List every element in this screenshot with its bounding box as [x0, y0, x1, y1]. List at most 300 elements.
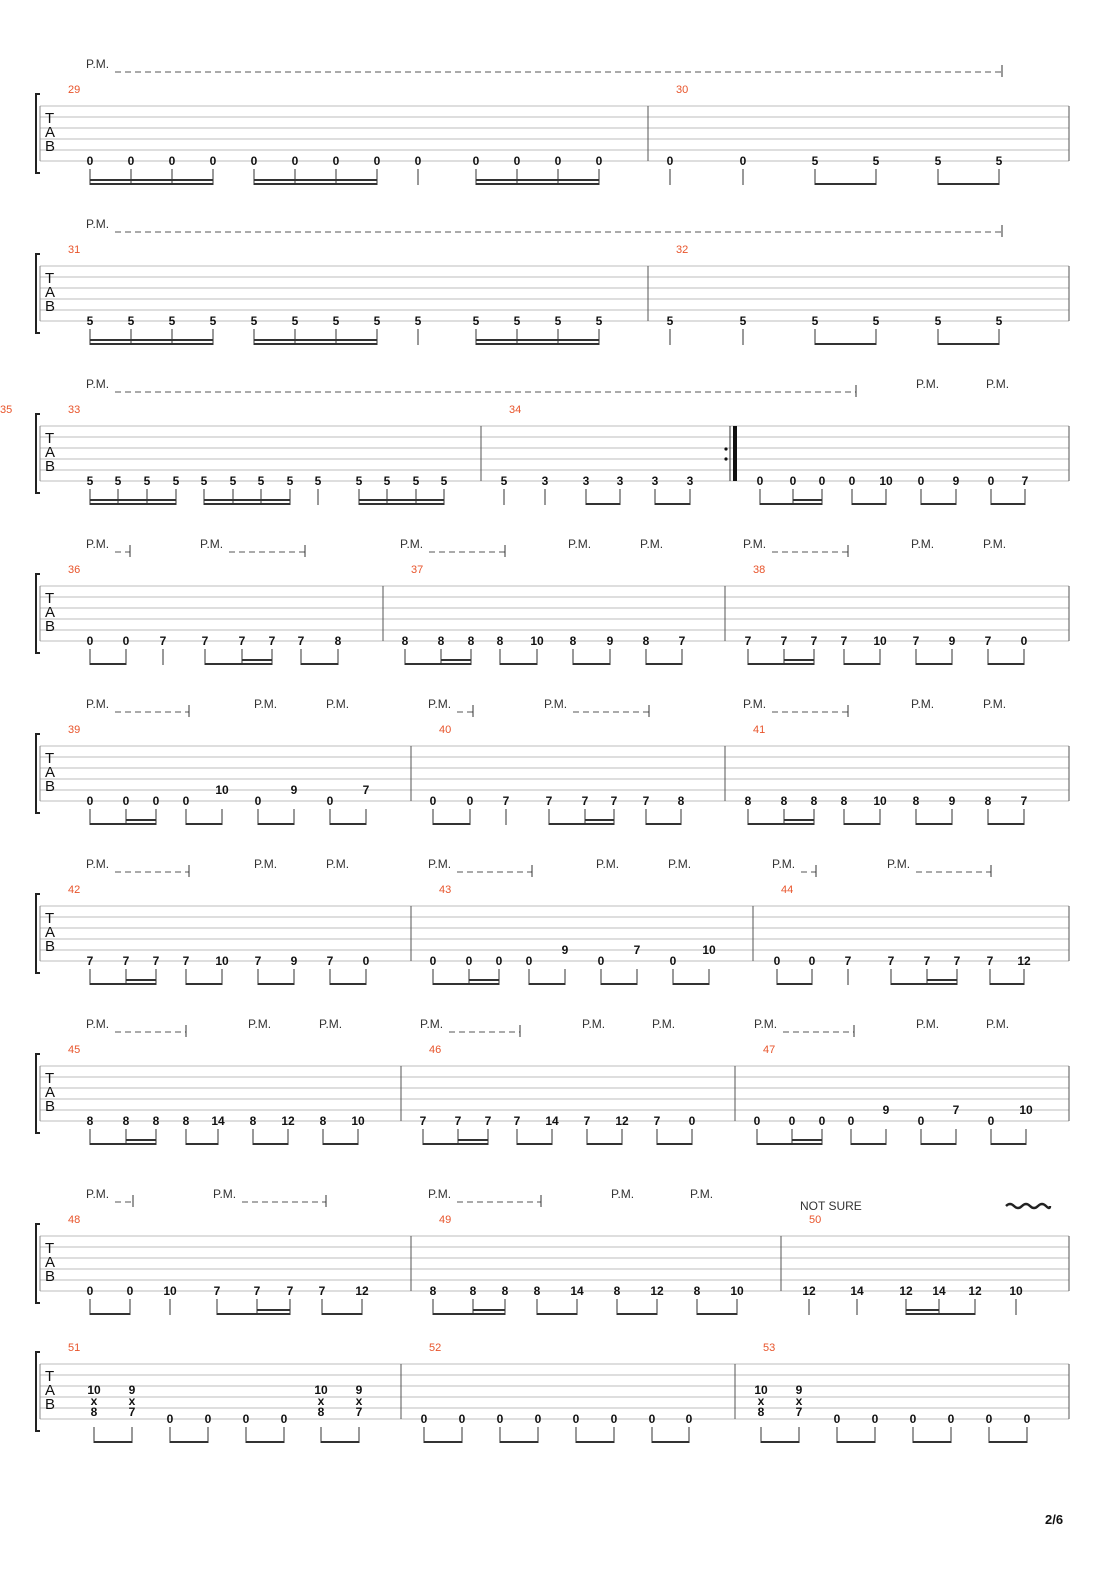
fret-number: 0 [513, 154, 521, 168]
fret-number: 7 [642, 794, 650, 808]
beam [405, 663, 471, 665]
fret-number: 0 [86, 794, 94, 808]
fret-number: 14 [932, 1284, 946, 1298]
measure-number: 35 [0, 404, 13, 416]
fret-number: 12 [1017, 954, 1031, 968]
tab-clef-letter: A [45, 924, 56, 941]
beam [815, 183, 876, 185]
fret-number: 8 [912, 794, 920, 808]
beam [844, 663, 880, 665]
fret-number: 9 [952, 474, 960, 488]
secondary-beam [90, 339, 213, 341]
fret-number: 9 [795, 1383, 803, 1397]
fret-number: 9 [606, 634, 614, 648]
secondary-beam [792, 1139, 822, 1141]
beam [90, 503, 176, 505]
fret-number: 5 [666, 314, 674, 328]
fret-number: 7 [984, 634, 992, 648]
beam [258, 983, 294, 985]
fret-number: 14 [570, 1284, 584, 1298]
measure-number: 44 [781, 884, 794, 896]
fret-number: 0 [773, 954, 781, 968]
palm-mute-label: P.M. [887, 857, 911, 871]
fret-number: 7 [986, 954, 994, 968]
fret-number: 12 [968, 1284, 982, 1298]
palm-mute-label: P.M. [428, 697, 452, 711]
fret-number: 0 [534, 1412, 542, 1426]
fret-number: 0 [373, 154, 381, 168]
repeat-dot [724, 447, 727, 450]
palm-mute-label: P.M. [319, 1017, 343, 1031]
beam [433, 1313, 505, 1315]
beam [186, 983, 222, 985]
palm-mute-label: P.M. [428, 857, 452, 871]
fret-number: 0 [987, 474, 995, 488]
beam [573, 663, 610, 665]
fret-number: 0 [466, 794, 474, 808]
secondary-beam [254, 179, 377, 181]
tab-system [36, 57, 1069, 185]
tab-clef-letter: A [45, 1382, 56, 1399]
fret-number: 0 [326, 794, 334, 808]
fret-number: 8 [182, 1114, 190, 1128]
fret-number: 7 [182, 954, 190, 968]
fret-number: 8 [249, 1114, 257, 1128]
system-bracket [36, 1224, 40, 1303]
fret-number: 7 [810, 634, 818, 648]
fret-number: 12 [802, 1284, 816, 1298]
beam [991, 1143, 1026, 1145]
palm-mute-label: P.M. [652, 1017, 676, 1031]
fret-number: 0 [572, 1412, 580, 1426]
fret-number: 7 [912, 634, 920, 648]
tab-clef-letter: T [45, 430, 55, 447]
fret-number: 5 [513, 314, 521, 328]
beam [991, 503, 1025, 505]
fret-number: 7 [213, 1284, 221, 1298]
fret-number: 14 [211, 1114, 225, 1128]
fret-number: 5 [472, 314, 480, 328]
secondary-beam [257, 1309, 290, 1311]
fret-number: 8 [840, 794, 848, 808]
fret-number: 0 [126, 1284, 134, 1298]
fret-number: 5 [995, 154, 1003, 168]
fret-number: 0 [465, 954, 473, 968]
beam [697, 1313, 737, 1315]
beam [655, 503, 690, 505]
beam [777, 983, 812, 985]
beam [321, 1441, 359, 1443]
system-bracket [36, 574, 40, 653]
fret-number: 10 [754, 1383, 768, 1397]
fret-number: 7 [326, 954, 334, 968]
fret-number: 8 [810, 794, 818, 808]
secondary-beam [927, 979, 957, 981]
system-bracket [36, 254, 40, 333]
beam [938, 183, 999, 185]
fret-number: 7 [581, 794, 589, 808]
fret-number: 8 [90, 1405, 98, 1419]
secondary-beam [793, 499, 822, 501]
fret-number: 5 [86, 314, 94, 328]
tab-clef-letter: T [45, 590, 55, 607]
beam [186, 1143, 218, 1145]
fret-number: 0 [525, 954, 533, 968]
fret-number: 9 [290, 954, 298, 968]
fret-number: 5 [209, 314, 217, 328]
secondary-beam [359, 499, 444, 501]
beam [549, 823, 614, 825]
tab-system [36, 1342, 1069, 1443]
fret-number: x [757, 1394, 765, 1408]
fret-number: 0 [458, 1412, 466, 1426]
secondary-beam [90, 499, 176, 501]
fret-number: 0 [789, 474, 797, 488]
fret-number: 10 [314, 1383, 328, 1397]
tab-system [36, 1017, 1069, 1145]
fret-number: 7 [238, 634, 246, 648]
fret-number: 12 [281, 1114, 295, 1128]
beam [906, 1313, 975, 1315]
fret-number: 0 [332, 154, 340, 168]
palm-mute-label: P.M. [986, 1017, 1010, 1031]
fret-number: 7 [355, 1405, 363, 1419]
fret-number: 7 [484, 1114, 492, 1128]
beam [205, 663, 272, 665]
measure-number: 42 [68, 884, 81, 896]
measure-number: 39 [68, 724, 81, 736]
fret-number: 5 [811, 154, 819, 168]
tab-system [36, 1187, 1069, 1315]
fret-number: 8 [613, 1284, 621, 1298]
palm-mute-label: P.M. [916, 377, 940, 391]
fret-number: 10 [730, 1284, 744, 1298]
fret-number: 3 [616, 474, 624, 488]
tab-system [36, 857, 1069, 985]
secondary-beam [473, 1309, 505, 1311]
palm-mute-label: P.M. [690, 1187, 714, 1201]
fret-number: 7 [254, 954, 262, 968]
palm-mute-label: P.M. [611, 1187, 635, 1201]
fret-number: 0 [420, 1412, 428, 1426]
palm-mute-label: P.M. [213, 1187, 237, 1201]
fret-number: 7 [844, 954, 852, 968]
palm-mute-label: P.M. [983, 697, 1007, 711]
repeat-start-thick-barline [733, 426, 737, 481]
fret-number: 0 [204, 1412, 212, 1426]
fret-number: 7 [268, 634, 276, 648]
fret-number: 0 [739, 154, 747, 168]
beam [916, 823, 952, 825]
fret-number: 7 [362, 783, 370, 797]
tab-clef-letter: B [45, 618, 56, 635]
beam [852, 503, 886, 505]
fret-number: 7 [887, 954, 895, 968]
fret-number: 8 [533, 1284, 541, 1298]
fret-number: 5 [200, 474, 208, 488]
fret-number: x [795, 1394, 803, 1408]
secondary-beam [585, 819, 614, 821]
fret-number: 0 [122, 794, 130, 808]
beam [322, 1313, 362, 1315]
fret-number: 7 [318, 1284, 326, 1298]
palm-mute-label: P.M. [772, 857, 796, 871]
palm-mute-label: P.M. [668, 857, 692, 871]
palm-mute-label: P.M. [200, 537, 224, 551]
fret-number: 7 [253, 1284, 261, 1298]
fret-number: 8 [757, 1405, 765, 1419]
palm-mute-label: P.M. [640, 537, 664, 551]
fret-number: 8 [317, 1405, 325, 1419]
fret-number: 0 [788, 1114, 796, 1128]
tab-clef-letter: T [45, 1240, 55, 1257]
repeat-dot [724, 457, 727, 460]
secondary-beam [476, 179, 599, 181]
secondary-beam [441, 659, 471, 661]
secondary-beam [458, 1139, 488, 1141]
palm-mute-label: P.M. [582, 1017, 606, 1031]
secondary-beam [476, 339, 599, 341]
fret-number: 0 [987, 1114, 995, 1128]
fret-number: 10 [87, 1383, 101, 1397]
fret-number: 0 [688, 1114, 696, 1128]
fret-number: 5 [934, 154, 942, 168]
fret-number: 7 [840, 634, 848, 648]
palm-mute-label: P.M. [986, 377, 1010, 391]
beam [529, 983, 565, 985]
fret-number: 0 [610, 1412, 618, 1426]
beam [359, 503, 444, 505]
fret-number: 9 [290, 783, 298, 797]
tab-system [36, 537, 1069, 665]
beam [476, 343, 599, 345]
fret-number: 5 [739, 314, 747, 328]
secondary-beam [784, 819, 814, 821]
beam [851, 1143, 886, 1145]
fret-number: 7 [454, 1114, 462, 1128]
beam [938, 343, 999, 345]
fret-number: 8 [501, 1284, 509, 1298]
beam [254, 343, 377, 345]
measure-number: 52 [429, 1342, 442, 1354]
fret-number: 8 [496, 634, 504, 648]
secondary-beam [254, 339, 377, 341]
fret-number: 8 [122, 1114, 130, 1128]
palm-mute-label: P.M. [743, 537, 767, 551]
measure-number: 53 [763, 1342, 776, 1354]
fret-number: 9 [128, 1383, 136, 1397]
tab-clef-letter: B [45, 1268, 56, 1285]
fret-number: 7 [152, 954, 160, 968]
fret-number: 7 [286, 1284, 294, 1298]
fret-number: 0 [666, 154, 674, 168]
fret-number: 7 [297, 634, 305, 648]
fret-number: 3 [686, 474, 694, 488]
secondary-beam [242, 659, 272, 661]
palm-mute-label: P.M. [911, 537, 935, 551]
fret-number: 0 [280, 1412, 288, 1426]
fret-number: 12 [615, 1114, 629, 1128]
fret-number: 5 [595, 314, 603, 328]
palm-mute-label: P.M. [248, 1017, 272, 1031]
palm-mute-label: P.M. [568, 537, 592, 551]
fret-number: 10 [873, 634, 887, 648]
palm-mute-label: P.M. [86, 1187, 110, 1201]
fret-number: 0 [86, 154, 94, 168]
beam [646, 663, 682, 665]
beam [433, 983, 499, 985]
beam [500, 663, 537, 665]
fret-number: 0 [985, 1412, 993, 1426]
secondary-beam [906, 1309, 939, 1311]
fret-number: 10 [215, 783, 229, 797]
measure-number: 49 [439, 1214, 452, 1226]
fret-number: 12 [355, 1284, 369, 1298]
fret-number: 8 [984, 794, 992, 808]
palm-mute-label: P.M. [983, 537, 1007, 551]
fret-number: 0 [808, 954, 816, 968]
fret-number: 0 [168, 154, 176, 168]
fret-number: 0 [429, 794, 437, 808]
fret-number: 0 [756, 474, 764, 488]
fret-number: 3 [582, 474, 590, 488]
beam [246, 1441, 284, 1443]
fret-number: 8 [642, 634, 650, 648]
measure-number: 31 [68, 244, 81, 256]
tab-system [0, 377, 1069, 505]
fret-number: 8 [469, 1284, 477, 1298]
tab-clef-letter: A [45, 124, 56, 141]
tab-clef-letter: A [45, 284, 56, 301]
fret-number: 5 [114, 474, 122, 488]
fret-number: 10 [1019, 1103, 1033, 1117]
fret-number: 5 [168, 314, 176, 328]
beam [587, 1143, 622, 1145]
tab-clef-letter: T [45, 750, 55, 767]
palm-mute-label: P.M. [86, 537, 110, 551]
fret-number: 7 [678, 634, 686, 648]
fret-number: 7 [419, 1114, 427, 1128]
measure-number: 32 [676, 244, 689, 256]
beam [815, 343, 876, 345]
fret-number: 0 [685, 1412, 693, 1426]
tab-clef-letter: T [45, 110, 55, 127]
fret-number: 8 [677, 794, 685, 808]
tab-clef-letter: A [45, 1254, 56, 1271]
tab-clef-letter: B [45, 778, 56, 795]
fret-number: 5 [355, 474, 363, 488]
fret-number: 7 [583, 1114, 591, 1128]
fret-number: 8 [334, 634, 342, 648]
palm-mute-label: P.M. [86, 857, 110, 871]
fret-number: 5 [554, 314, 562, 328]
tab-clef-letter: A [45, 764, 56, 781]
palm-mute-label: P.M. [86, 217, 110, 231]
fret-number: 7 [86, 954, 94, 968]
beam [837, 1441, 875, 1443]
fret-number: 10 [1009, 1284, 1023, 1298]
beam [90, 1143, 156, 1145]
beam [90, 343, 213, 345]
beam [657, 1143, 692, 1145]
fret-number: 0 [909, 1412, 917, 1426]
fret-number: 7 [633, 943, 641, 957]
fret-number: 9 [355, 1383, 363, 1397]
fret-number: 0 [1020, 634, 1028, 648]
beam [500, 1441, 538, 1443]
secondary-beam [204, 499, 290, 501]
beam [90, 663, 126, 665]
secondary-beam [784, 659, 814, 661]
fret-number: 5 [250, 314, 258, 328]
fret-number: 10 [215, 954, 229, 968]
beam [258, 823, 294, 825]
fret-number: 8 [569, 634, 577, 648]
fret-number: 5 [440, 474, 448, 488]
beam [988, 823, 1024, 825]
beam [844, 823, 880, 825]
fret-number: 5 [172, 474, 180, 488]
fret-number: 10 [702, 943, 716, 957]
fret-number: 0 [242, 1412, 250, 1426]
beam [90, 823, 156, 825]
fret-number: 7 [159, 634, 167, 648]
beam [586, 503, 620, 505]
measure-number: 38 [753, 564, 766, 576]
beam [652, 1441, 689, 1443]
beam [761, 1441, 799, 1443]
fret-number: 3 [651, 474, 659, 488]
beam [921, 1143, 956, 1145]
fret-number: 8 [152, 1114, 160, 1128]
fret-number: 0 [182, 794, 190, 808]
fret-number: 7 [952, 1103, 960, 1117]
fret-number: 0 [947, 1412, 955, 1426]
fret-number: 0 [86, 1284, 94, 1298]
fret-number: 7 [744, 634, 752, 648]
measure-number: 37 [411, 564, 424, 576]
fret-number: 0 [414, 154, 422, 168]
fret-number: 0 [127, 154, 135, 168]
fret-number: 0 [1023, 1412, 1031, 1426]
tab-clef-letter: B [45, 458, 56, 475]
system-bracket [36, 894, 40, 973]
fret-number: 14 [545, 1114, 559, 1128]
fret-number: 9 [561, 943, 569, 957]
measure-number: 48 [68, 1214, 81, 1226]
fret-number: 0 [871, 1412, 879, 1426]
palm-mute-label: P.M. [254, 697, 278, 711]
beam [204, 503, 290, 505]
tab-clef-letter: T [45, 270, 55, 287]
tab-system [36, 697, 1069, 825]
fret-number: 0 [597, 954, 605, 968]
fret-number: 7 [128, 1405, 136, 1419]
tab-clef-letter: B [45, 1396, 56, 1413]
palm-mute-label: P.M. [86, 377, 110, 391]
fret-number: 5 [314, 474, 322, 488]
fret-number: 5 [127, 314, 135, 328]
beam [433, 823, 470, 825]
fret-number: 0 [152, 794, 160, 808]
fret-number: 12 [650, 1284, 664, 1298]
palm-mute-label: P.M. [326, 857, 350, 871]
fret-number: 12 [899, 1284, 913, 1298]
fret-number: x [128, 1394, 136, 1408]
fret-number: 5 [414, 314, 422, 328]
measure-number: 50 [809, 1214, 822, 1226]
beam [423, 1143, 488, 1145]
